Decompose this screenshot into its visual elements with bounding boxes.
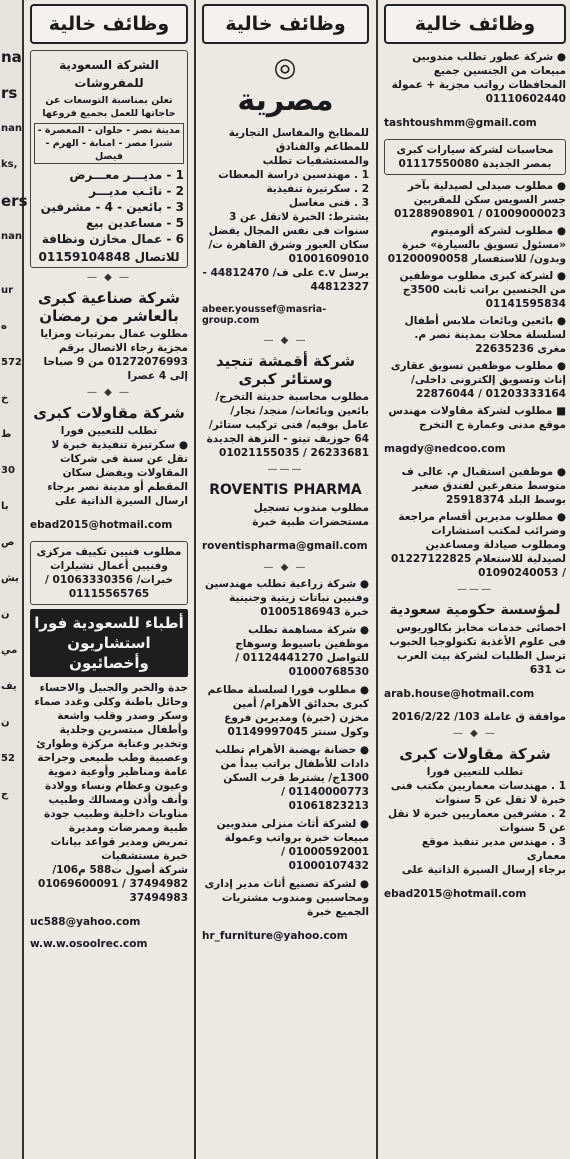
email-address: arab.house@hotmail.com xyxy=(384,687,535,700)
classifieds-column-right xyxy=(380,0,570,1159)
ad-footer: برجاء إرسال السيرة الذاتية على xyxy=(401,864,566,876)
position-item: 2 - نائـب مديـــر xyxy=(89,184,184,198)
contact-phone: شركة أصول ت588 م106/ 37494982 / 01069600091 37494983 xyxy=(38,864,188,904)
ad-title: شركة أقمشة تنجيد وستائر كبرى xyxy=(215,352,356,388)
strip-text-fragment: مي xyxy=(1,645,18,656)
ad-body: للمطابخ والمفاسل التجارية للمطاعم والفنادق والمستشفيات تطلب xyxy=(228,127,369,167)
strip-text-fragment: rs xyxy=(1,84,18,102)
list-item: ● مطلوب لشركة ألوميتوم «مسئول تسويق بالسيارة» خبرة وبدون/ للاستفسار 01200090058 xyxy=(387,225,566,265)
email-address: roventispharma@gmail.com xyxy=(202,539,368,552)
position-item: 1 - مديـــر معـــرض xyxy=(69,168,184,182)
ad-body: مطلوب محاسبة حديثة التخرج/ بائعين وبائعات/ منجد/ نجار/ عامل بوفيه/ فنى تركيب ستائر/ 64 جوزيف تيتو - النزهة الجديدة 26233681 / 01021155035 xyxy=(206,391,369,459)
email-address: tashtoushmm@gmail.com xyxy=(384,116,537,129)
ad-title: لمؤسسة حكومية سعودية xyxy=(389,602,561,618)
position-item: 3 - بائعين - 4 - مشرفين xyxy=(40,200,184,214)
branch-list: مدينة نصر - حلوان - المعصرة - شبرا مصر - امبابة - الهرم - فيصل xyxy=(34,123,184,164)
logo-wordmark: مصرية xyxy=(237,82,334,118)
ad-body: مطلوب عمال بمرتبات ومزايا مجزية رجاء الاتصال برقم 01272076993 من 9 صباحا إلى 4 عصرا xyxy=(40,328,188,382)
list-item: ● مطلوب مديرين أقسام مراجعة وضرائب لمكتب استشارات ومطلوب صيادلة ومساعدين لصيدلية للاستعلام 01227122825 / 01090240053 xyxy=(390,511,566,579)
column-header: وظائف خالية xyxy=(384,4,566,44)
ad-body: مطلوب فنيين تكييف مركزى وفنيين أعمال تشيلرات خبرات/ 01063330356 / 01115565765 xyxy=(36,546,182,600)
ad-title: شركة مقاولات كبرى xyxy=(33,404,185,422)
strip-text-fragment: 572 xyxy=(1,357,22,368)
ad-body: محاسبات لشركة سيارات كبرى بمصر الجديدة 01117550080 xyxy=(396,144,554,170)
boxed-ad xyxy=(384,139,566,175)
ad-subtitle: تطلب للتعيين فورا xyxy=(426,766,524,778)
strip-text-fragment: ط xyxy=(1,429,12,440)
ad-subtitle: تعلن بمناسبة التوسعات عن حاجاتها للعمل بجميع فروعها xyxy=(42,95,176,119)
position-item: 2 . مشرفين معماريين خبرة لا تقل عن 5 سنوات xyxy=(388,808,566,834)
email-address: magdy@nedcoo.com xyxy=(384,442,506,455)
position-list xyxy=(34,167,184,247)
email-address: hr_furniture@yahoo.com xyxy=(202,929,348,942)
list-item: ● مطلوب صيدلى لصيدلية بآخر جسر السويس سكن للمقربين 01009000023 / 01288908901 xyxy=(394,180,566,220)
list-item: ● حضانة بهضبة الأهرام تطلب دادات للأطفال براتب يبدأ من 1300ج/ يشترط قرب السكن 01140000773 / 01061823213 xyxy=(215,744,369,812)
ad-title: الشركة السعودية للمفروشات xyxy=(59,58,159,90)
ad-title: شركة مقاولات كبرى xyxy=(399,745,551,763)
strip-text-fragment: ه xyxy=(1,321,7,332)
list-item: ● مطلوب موظفين تسويق عقارى إناث وتسويق إلكترونى داخلى/ 01203333164 / 22876044 xyxy=(390,360,566,400)
divider: — ◆ — xyxy=(263,335,308,346)
masria-logo xyxy=(202,50,369,120)
column-header: وظائف خالية xyxy=(202,4,369,44)
email-address: abeer.youssef@masria-group.com xyxy=(202,303,327,326)
strip-text-fragment: ن xyxy=(1,609,10,620)
classifieds-column-middle xyxy=(198,0,373,1159)
column-rule xyxy=(376,0,378,1159)
email-address: ebad2015@hotmail.com xyxy=(384,887,527,900)
divider: ——— xyxy=(267,464,304,475)
cv-fax: يرسل c.v على ف/ 44812470 - 44812327 xyxy=(202,267,369,293)
strip-text-fragment: يش xyxy=(1,573,19,584)
ad-body: ● سكرتيرة تنفيذية خبرة لا تقل عن سنة فى شركات المقاولات ويفضل سكان المقطم أو مدينة نصر برجاء ارسال السيرة الذاتية على xyxy=(47,439,188,507)
list-item: ■ مطلوب لشركة مقاولات مهندس موقع مدنى وعمارة ح التخرج xyxy=(388,405,566,431)
ac-technicians-ad xyxy=(30,541,188,605)
column-header: وظائف خالية xyxy=(30,4,188,44)
strip-text-fragment: ن xyxy=(1,717,10,728)
ad-body: جدة والخبر والجبيل والاحساء وحائل باطنة وكلى وغدد صماء وسكر وصدر وقلب واشعة وأطفال مبتسرين وجلدية وتخدير وعناية مركزة وطوارئ وعصبية وطب طبيعى وجراحة عامة ومناظير وأوعية دموية وعيون وعظام ونساء وولادة وأنف وأذن ومسالك وطبيب مناوبات داخلية وطبيب جودة طبية وممرضات ومديرة تمريض ومدير قواعد بيانات خبرة مستشفيات xyxy=(34,682,188,862)
strip-text-fragment: ers xyxy=(1,192,28,210)
approval-number: موافقة ق عاملة 103/ 2016/2/22 xyxy=(391,711,566,723)
ad-title: شركة صناعية كبرى بالعاشر من رمضان xyxy=(38,289,180,325)
position-item: 6 - عمال مخازن ونظافة xyxy=(41,232,184,246)
ad-title: ROVENTIS PHARMA xyxy=(209,482,362,498)
divider: — ◆ — xyxy=(86,272,132,283)
strip-text-fragment: nan xyxy=(1,123,22,134)
position-item: 1 . مهندسين دراسة المعطات xyxy=(218,169,369,181)
ad-conditions: يشترط: الخبرة لاتقل عن 3 سنوات فى نفس المجال يفضل سكان العبور وشرق القاهرة ت/ 01001609010 xyxy=(208,211,369,265)
strip-text-fragment: ج xyxy=(1,789,9,800)
divider: — ◆ — xyxy=(263,562,308,573)
divider: — ◆ — xyxy=(452,728,498,739)
strip-text-fragment: nan xyxy=(1,231,22,242)
saudi-furnishing-ad xyxy=(30,50,188,268)
ad-subtitle: تطلب للتعيين فورا xyxy=(60,425,158,437)
email-address: uc588@yahoo.com xyxy=(30,915,141,928)
divider: ——— xyxy=(457,584,493,595)
classifieds-column-left xyxy=(26,0,192,1159)
doctors-banner: أطباء للسعودية فورا استشاريون وأخصائيون xyxy=(30,609,188,677)
website-address: w.w.w.osoolrec.com xyxy=(30,938,148,950)
strip-text-fragment: 52 xyxy=(1,753,15,764)
position-item: 5 - مساعدين بيع xyxy=(85,216,184,230)
list-item: ● لشركة كبرى مطلوب موظفين من الجنسين براتب ثابت 3500ج 01141595834 xyxy=(399,270,566,310)
left-edge-strip xyxy=(0,0,28,1159)
strip-text-fragment: با xyxy=(1,501,9,512)
position-item: 1 . مهندسات معماريين مكتب فنى خبرة لا تقل عن 5 سنوات xyxy=(390,780,566,806)
strip-text-fragment: 30 xyxy=(1,465,15,476)
strip-text-fragment: ص xyxy=(1,537,15,548)
list-item: ● بائعين وبائعات ملابس أطفال لسلسلة محلات بمدينة نصر م. مغرى 22635236 xyxy=(404,315,566,355)
logo-mark-icon: ◎ xyxy=(273,52,298,83)
list-item: ● مطلوب فورا لسلسلة مطاعم كبرى بحدائق الأهرام/ أمين مخزن (خبرة) ومديرين فروع وكول سنتر 01149997045 xyxy=(207,684,369,738)
ad-body: مطلوب مندوب تسجيل مستحضرات طبية خبرة xyxy=(252,502,369,528)
list-item: ● شركة زراعية تطلب مهندسين وفنيين نباتات زيتية وجنينية خبرة 01005186943 xyxy=(204,578,369,618)
list-item: ● شركة عطور تطلب مندوبين مبيعات من الجنسين جميع المحافظات رواتب مجزية + عمولة 01110602440 xyxy=(391,51,566,105)
position-item: 3 . فنى مغاسل xyxy=(288,197,369,209)
position-item: 3 . مهندس مدير تنفيذ موقع معمارى xyxy=(421,836,566,862)
contact-phone: للاتصال 01159104848 xyxy=(38,250,180,264)
strip-text-fragment: ur xyxy=(1,285,14,296)
list-item: ● لشركة تصنيع أثاث مدير إدارى ومحاسبين ومندوب مشتريات الجميع خبرة xyxy=(204,878,369,918)
list-item: ● لشركة أثاث منزلى مندوبين مبيعات خبرة برواتب وعمولة 01000592001 / 01000107432 xyxy=(216,818,369,872)
list-item: ● موظفين استقبال م. عالى ف متوسط متفرغين لفندق صغير بوسط البلد 25918374 xyxy=(401,466,566,506)
strip-text-fragment: خ xyxy=(1,393,9,404)
column-rule xyxy=(194,0,196,1159)
strip-text-fragment: ks, xyxy=(1,159,18,170)
position-item: 2 . سكرتيرة تنفيذية xyxy=(266,183,369,195)
email-address: ebad2015@hotmail.com xyxy=(30,518,173,531)
strip-text-fragment: na xyxy=(1,48,22,66)
strip-text-fragment: يف xyxy=(1,681,17,692)
list-item: ● شركة مساهمة تطلب موظفين باسيوط وسوهاج للتواصل 01124441270 / 01000768530 xyxy=(235,624,369,678)
divider: — ◆ — xyxy=(86,387,132,398)
ad-body: اخصائى خدمات مخابز بكالوريوس فى علوم الأغذية تكنولوجيا الحبوب ترسل الطلبات لشركة بيت العرب ت 631 xyxy=(389,622,566,676)
